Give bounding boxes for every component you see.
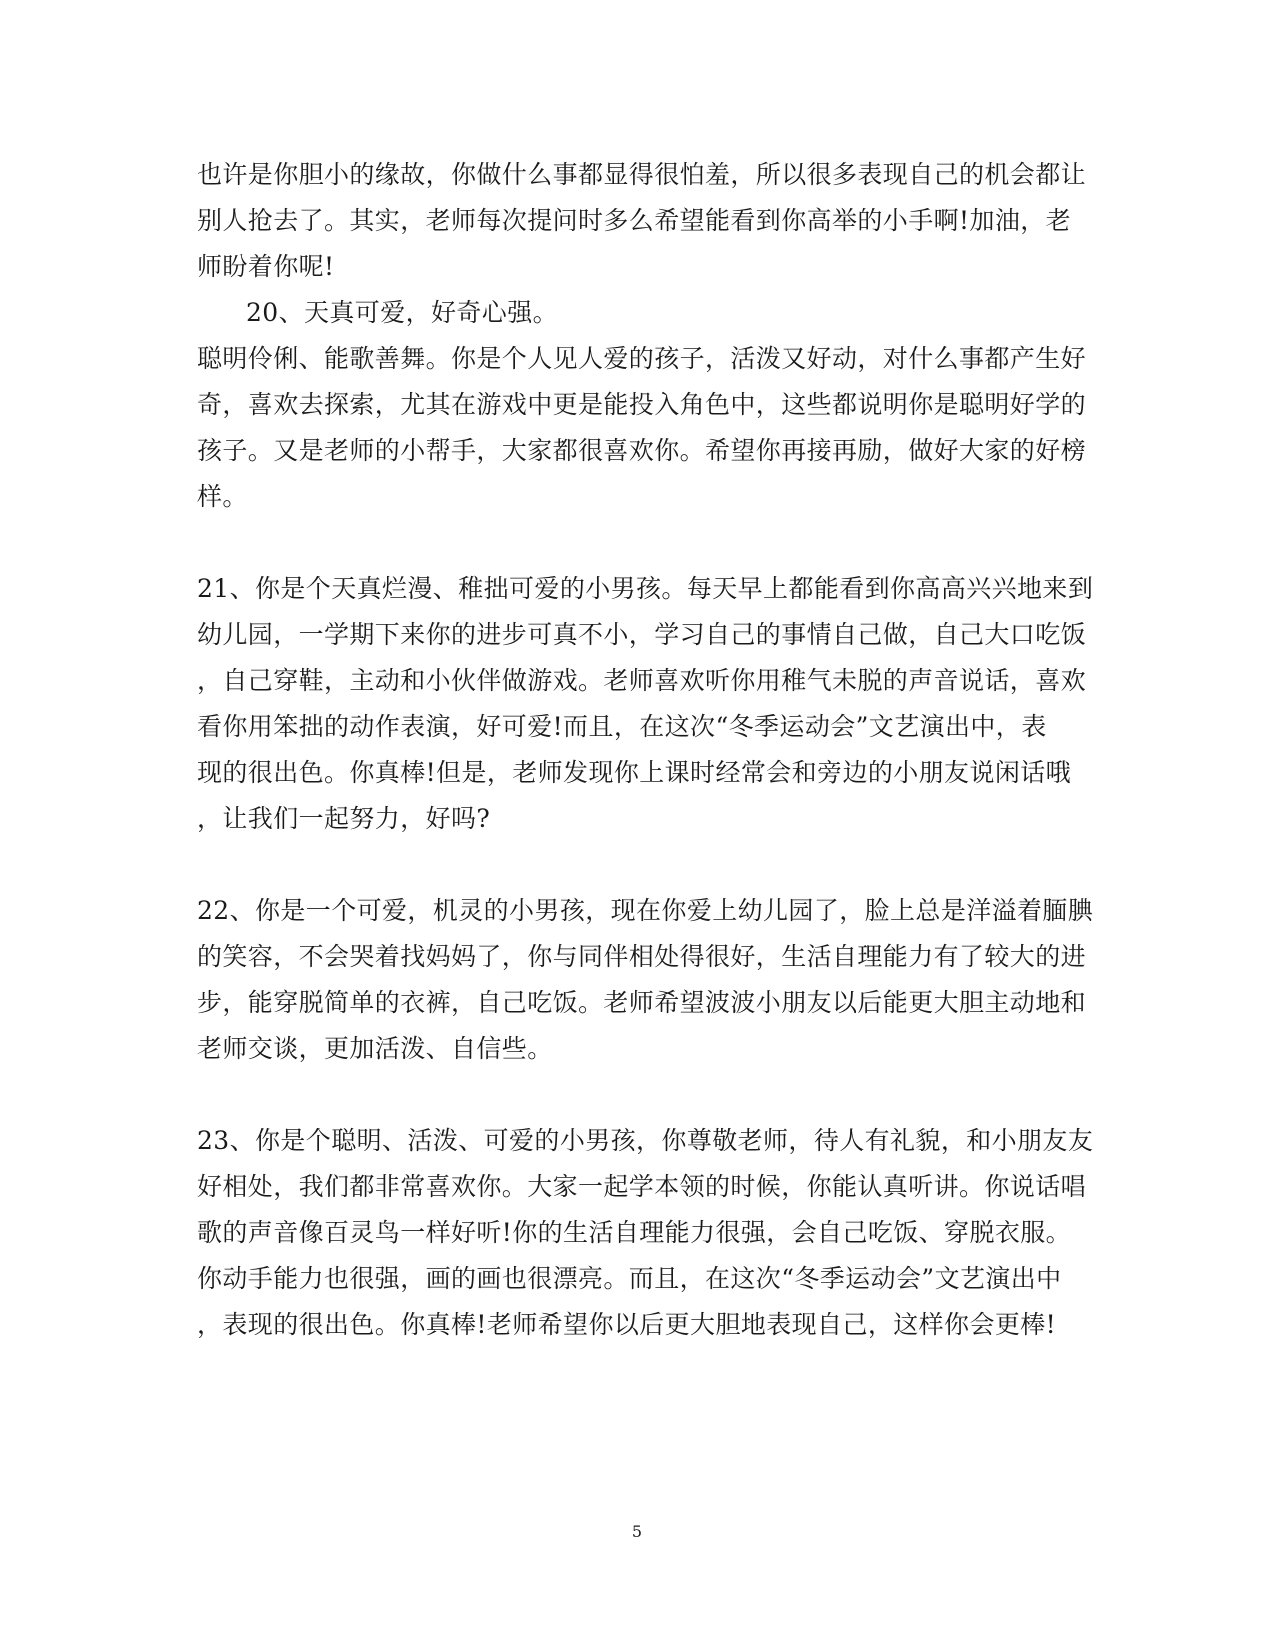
text-line: 师盼着你呢! xyxy=(197,252,335,281)
text-line: 的笑容，不会哭着找妈妈了，你与同伴相处得很好，生活自理能力有了较大的进 xyxy=(197,942,1087,971)
text-line: 歌的声音像百灵鸟一样好听!你的生活自理能力很强，会自己吃饭、穿脱衣服。 xyxy=(197,1218,1072,1247)
text-line: 看你用笨拙的动作表演，好可爱!而且，在这次“冬季运动会”文艺演出中，表 xyxy=(197,712,1047,741)
text-line: 样。 xyxy=(197,482,248,511)
text-line: 奇，喜欢去探索，尤其在游戏中更是能投入角色中，这些都说明你是聪明好学的 xyxy=(197,390,1087,419)
text-line: 聪明伶俐、能歌善舞。你是个人见人爱的孩子，活泼又好动，对什么事都产生好 xyxy=(197,344,1087,373)
text-line: 幼儿园，一学期下来你的进步可真不小，学习自己的事情自己做，自己大口吃饭 xyxy=(197,620,1087,649)
text-line: 步，能穿脱简单的衣裤，自己吃饭。老师希望波波小朋友以后能更大胆主动地和 xyxy=(197,988,1087,1017)
text-line: 21、你是个天真烂漫、稚拙可爱的小男孩。每天早上都能看到你高高兴兴地来到 xyxy=(197,574,1094,603)
text-line: 22、你是一个可爱，机灵的小男孩，现在你爱上幼儿园了，脸上总是洋溢着腼腆 xyxy=(197,896,1094,925)
text-line: 好相处，我们都非常喜欢你。大家一起学本领的时候，你能认真听讲。你说话唱 xyxy=(197,1172,1087,1201)
text-line: ，让我们一起努力，好吗? xyxy=(197,804,491,833)
text-line: 现的很出色。你真棒!但是，老师发现你上课时经常会和旁边的小朋友说闲话哦 xyxy=(197,758,1072,787)
page-number: 5 xyxy=(631,1522,643,1541)
text-line: ，表现的很出色。你真棒!老师希望你以后更大胆地表现自己，这样你会更棒! xyxy=(197,1310,1057,1339)
text-line: 23、你是个聪明、活泼、可爱的小男孩，你尊敬老师，待人有礼貌，和小朋友友 xyxy=(197,1126,1094,1155)
text-line: ，自己穿鞋，主动和小伙伴做游戏。老师喜欢听你用稚气未脱的声音说话，喜欢 xyxy=(197,666,1087,695)
text-line: 也许是你胆小的缘故，你做什么事都显得很怕羞，所以很多表现自己的机会都让 xyxy=(197,160,1087,189)
text-line: 别人抢去了。其实，老师每次提问时多么希望能看到你高举的小手啊!加油，老 xyxy=(197,206,1072,235)
text-line: 孩子。又是老师的小帮手，大家都很喜欢你。希望你再接再励，做好大家的好榜 xyxy=(197,436,1087,465)
text-line: 老师交谈，更加活泼、自信些。 xyxy=(197,1034,553,1063)
section-heading: 20、天真可爱，好奇心强。 xyxy=(246,298,559,327)
text-line: 你动手能力也很强，画的画也很漂亮。而且，在这次“冬季运动会”文艺演出中 xyxy=(197,1264,1062,1293)
